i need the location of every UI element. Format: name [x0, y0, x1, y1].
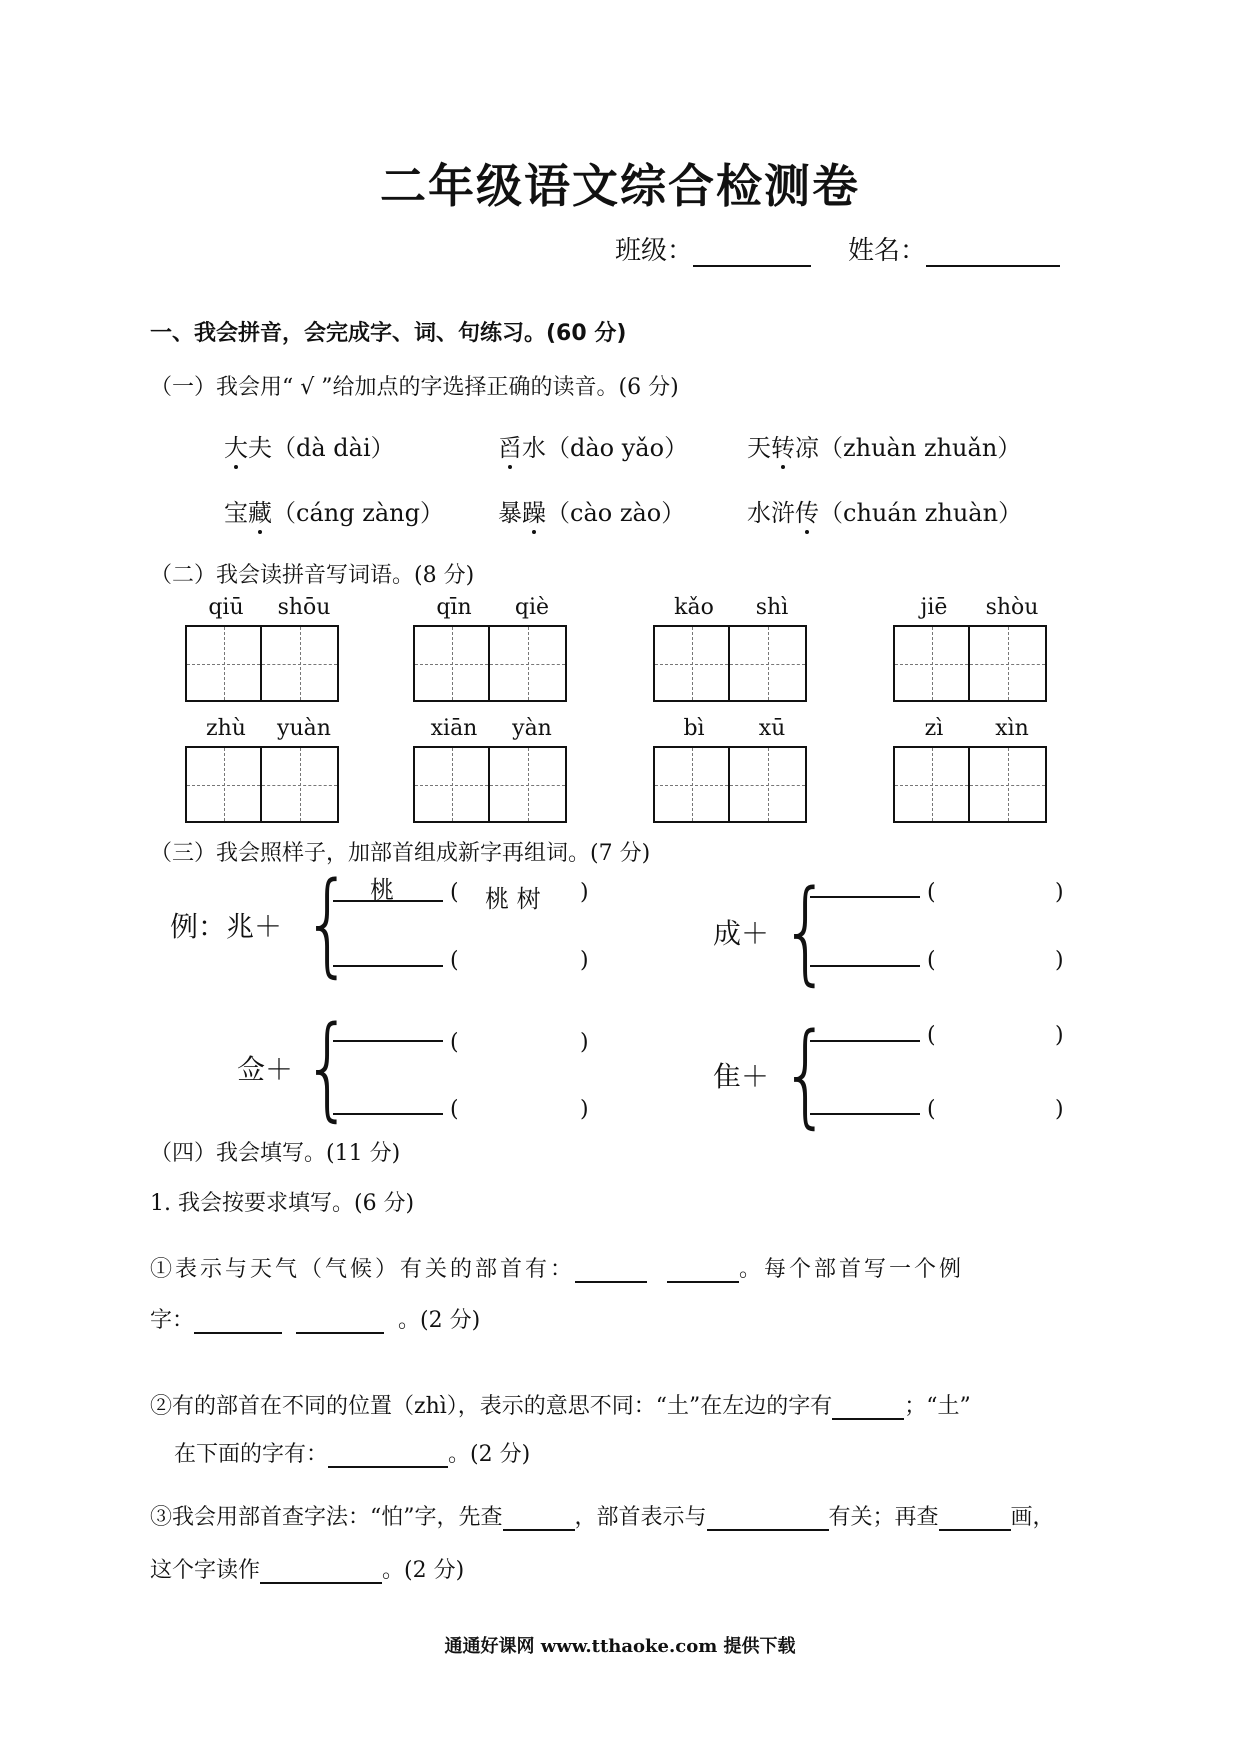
- new-char-blank[interactable]: [333, 1113, 443, 1115]
- question-1c-line-2: 这个字读作 。(2 分): [150, 1558, 465, 1583]
- close-paren: ): [580, 1030, 589, 1055]
- writing-cell[interactable]: [653, 746, 730, 823]
- writing-cell[interactable]: [893, 625, 970, 702]
- open-paren: (: [450, 1097, 459, 1122]
- question-1b-line-1: ②有的部首在不同的位置（zhì），表示的意思不同：“土”在左边的字有 ；“土”: [150, 1394, 971, 1419]
- writing-cell[interactable]: [185, 746, 262, 823]
- radical-base: 成＋: [713, 917, 770, 950]
- writing-cell[interactable]: [413, 746, 490, 823]
- new-char-blank[interactable]: [810, 896, 920, 898]
- open-paren: (: [927, 1097, 936, 1122]
- answer-blank[interactable]: [939, 1505, 1011, 1531]
- pinyin-choice-item: 水浒传（chuán zhuàn）: [747, 493, 1022, 528]
- pinyin-choice-item: 舀水（dào yǎo）: [498, 428, 688, 463]
- open-paren: (: [927, 1023, 936, 1048]
- pinyin-choice-item: 大夫（dà dài）: [224, 428, 395, 463]
- answer-blank[interactable]: [328, 1442, 448, 1468]
- question-1b-line-2: 在下面的字有： 。(2 分): [174, 1442, 531, 1467]
- footer-credit: 通通好课网 www.tthaoke.com 提供下载: [444, 1636, 796, 1657]
- name-blank[interactable]: [926, 236, 1060, 267]
- brace-icon: {: [302, 859, 353, 989]
- new-char-blank[interactable]: [810, 1113, 920, 1115]
- section-1-heading: 一、我会拼音，会完成字、词、句练习。(60 分): [150, 321, 627, 346]
- brace-icon: {: [780, 1010, 831, 1140]
- radical-base: 佥＋: [237, 1053, 294, 1086]
- writing-cell[interactable]: [185, 625, 262, 702]
- open-paren: (: [927, 880, 936, 905]
- class-blank[interactable]: [693, 236, 811, 267]
- open-paren: (: [450, 948, 459, 973]
- writing-cell[interactable]: [262, 746, 339, 823]
- answer-blank[interactable]: [667, 1257, 739, 1283]
- page-title: 二年级语文综合检测卷: [380, 159, 860, 213]
- brace-icon: {: [780, 867, 831, 997]
- pinyin-choice-item: 天转凉（zhuàn zhuǎn）: [747, 428, 1021, 463]
- class-field: [615, 230, 811, 267]
- writing-cell[interactable]: [653, 625, 730, 702]
- writing-cell[interactable]: [970, 625, 1047, 702]
- part-2-heading: （二）我会读拼音写词语。(8 分): [150, 563, 475, 588]
- close-paren: ): [1055, 1097, 1064, 1122]
- answer-blank[interactable]: [260, 1558, 382, 1584]
- close-paren: ): [580, 948, 589, 973]
- question-1-heading: 1. 我会按要求填写。(6 分): [150, 1191, 415, 1216]
- close-paren: ): [1055, 880, 1064, 905]
- new-char-blank[interactable]: [810, 1040, 920, 1042]
- question-1a-line-2: 字： 。(2 分): [150, 1308, 481, 1333]
- new-char-blank[interactable]: [333, 965, 443, 967]
- example-char-line: [333, 900, 443, 902]
- writing-cell[interactable]: [730, 746, 807, 823]
- writing-cell[interactable]: [262, 625, 339, 702]
- brace-icon: {: [302, 1003, 353, 1133]
- new-char-blank[interactable]: [810, 965, 920, 967]
- open-paren: (: [927, 948, 936, 973]
- close-paren: ): [580, 880, 589, 905]
- answer-blank[interactable]: [194, 1308, 282, 1334]
- example-label: 例：兆＋: [170, 910, 283, 943]
- class-label: 班级：: [615, 236, 694, 266]
- pinyin-choice-item: 宝藏（cáng zàng）: [224, 493, 444, 528]
- question-1a-line-1: ①表示与天气（气候）有关的部首有： 。每个部首写一个例: [150, 1257, 965, 1282]
- close-paren: ): [580, 1097, 589, 1122]
- answer-blank[interactable]: [575, 1257, 647, 1283]
- part-3-heading: （三）我会照样子，加部首组成新字再组词。(7 分): [150, 841, 651, 866]
- answer-blank[interactable]: [503, 1505, 575, 1531]
- example-word: 桃 树: [485, 885, 541, 913]
- writing-cell[interactable]: [893, 746, 970, 823]
- writing-cell[interactable]: [730, 625, 807, 702]
- answer-blank[interactable]: [832, 1394, 904, 1420]
- part-4-heading: （四）我会填写。(11 分): [150, 1141, 401, 1166]
- answer-blank[interactable]: [707, 1505, 829, 1531]
- writing-cell[interactable]: [970, 746, 1047, 823]
- new-char-blank[interactable]: [333, 1040, 443, 1042]
- open-paren: (: [450, 880, 459, 905]
- name-label: 姓名：: [848, 236, 927, 266]
- question-1c-line-1: ③我会用部首查字法：“怕”字，先查 ，部首表示与 有关；再查 画，: [150, 1505, 1055, 1530]
- close-paren: ): [1055, 1023, 1064, 1048]
- open-paren: (: [450, 1030, 459, 1055]
- close-paren: ): [1055, 948, 1064, 973]
- pinyin-choice-item: 暴躁（cào zào）: [498, 493, 685, 528]
- example-new-char: 桃: [370, 876, 394, 904]
- part-1-heading: （一）我会用“ √ ”给加点的字选择正确的读音。(6 分): [150, 375, 679, 400]
- name-field: [848, 230, 1060, 267]
- writing-cell[interactable]: [490, 625, 567, 702]
- writing-cell[interactable]: [413, 625, 490, 702]
- answer-blank[interactable]: [296, 1308, 384, 1334]
- writing-cell[interactable]: [490, 746, 567, 823]
- radical-base: 隹＋: [713, 1060, 770, 1093]
